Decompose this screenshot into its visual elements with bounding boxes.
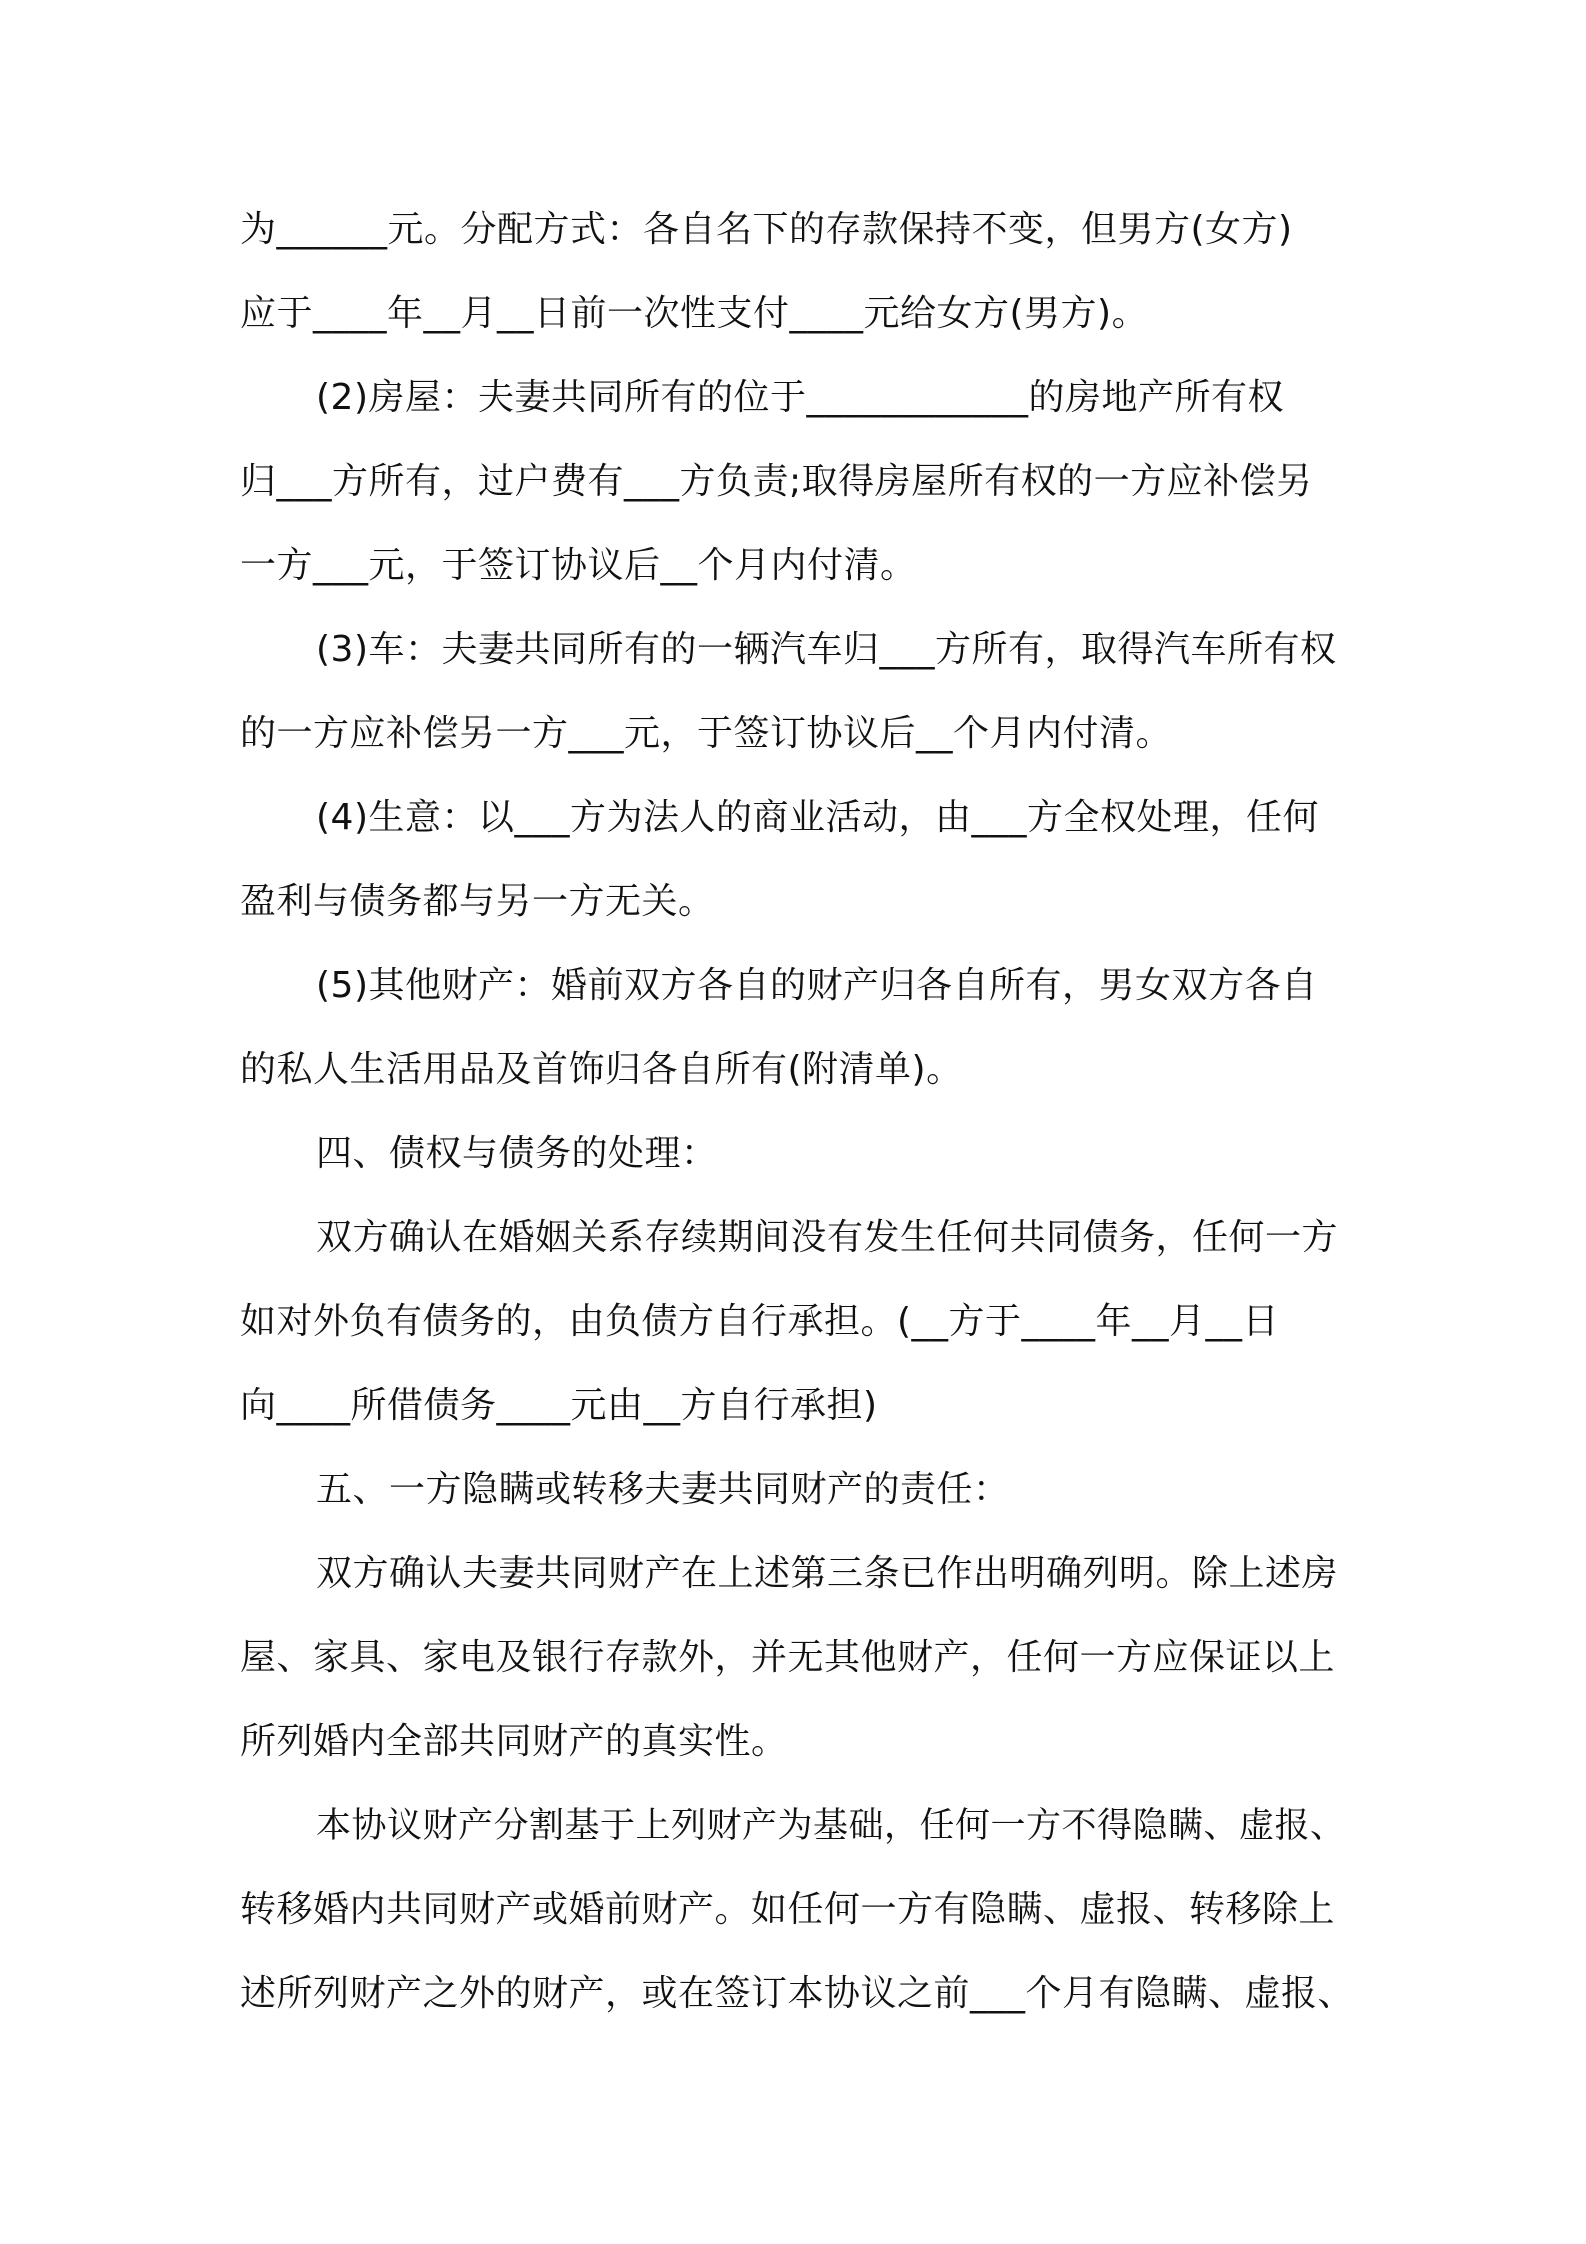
text-line-13: 双方确认在婚姻关系存续期间没有发生任何共同债务，任何一方 — [316, 1217, 1339, 1258]
text-line-2: 应于____年__月__日前一次性支付____元给女方(男方)。 — [240, 293, 1149, 334]
text-line-21: 转移婚内共同财产或婚前财产。如任何一方有隐瞒、虚报、转移除上 — [240, 1889, 1336, 1930]
text-line-14: 如对外负有债务的，由负债方自行承担。(__方于____年__月__日 — [240, 1301, 1280, 1342]
section-heading-5: 五、一方隐瞒或转移夫妻共同财产的责任： — [316, 1469, 1010, 1510]
text-line-3: (2)房屋：夫妻共同所有的位于____________的房地产所有权 — [316, 377, 1284, 418]
text-line-22: 述所列财产之外的财产，或在签订本协议之前___个月有隐瞒、虚报、 — [240, 1973, 1355, 2014]
text-line-10: (5)其他财产：婚前双方各自的财产归各自所有，男女双方各自 — [316, 965, 1318, 1006]
text-line-1: 为______元。分配方式：各自名下的存款保持不变，但男方(女方) — [240, 209, 1293, 250]
text-line-7: 的一方应补偿另一方___元，于签订协议后__个月内付清。 — [240, 713, 1173, 754]
section-heading-4: 四、债权与债务的处理： — [316, 1133, 718, 1174]
text-line-20: 本协议财产分割基于上列财产为基础，任何一方不得隐瞒、虚报、 — [316, 1806, 1346, 1846]
text-line-17: 双方确认夫妻共同财产在上述第三条已作出明确列明。除上述房 — [316, 1553, 1339, 1594]
text-line-9: 盈利与债务都与另一方无关。 — [240, 881, 715, 922]
text-line-5: 一方___元，于签订协议后__个月内付清。 — [240, 545, 917, 586]
text-line-18: 屋、家具、家电及银行存款外，并无其他财产，任何一方应保证以上 — [240, 1637, 1336, 1678]
text-line-4: 归___方所有，过户费有___方负责;取得房屋所有权的一方应补偿另 — [240, 461, 1313, 502]
text-line-15: 向____所借债务____元由__方自行承担) — [240, 1385, 878, 1426]
text-line-19: 所列婚内全部共同财产的真实性。 — [240, 1721, 788, 1762]
text-line-8: (4)生意：以___方为法人的商业活动，由___方全权处理，任何 — [316, 797, 1319, 838]
text-line-11: 的私人生活用品及首饰归各自所有(附清单)。 — [240, 1049, 963, 1090]
text-line-6: (3)车：夫妻共同所有的一辆汽车归___方所有，取得汽车所有权 — [316, 629, 1337, 670]
